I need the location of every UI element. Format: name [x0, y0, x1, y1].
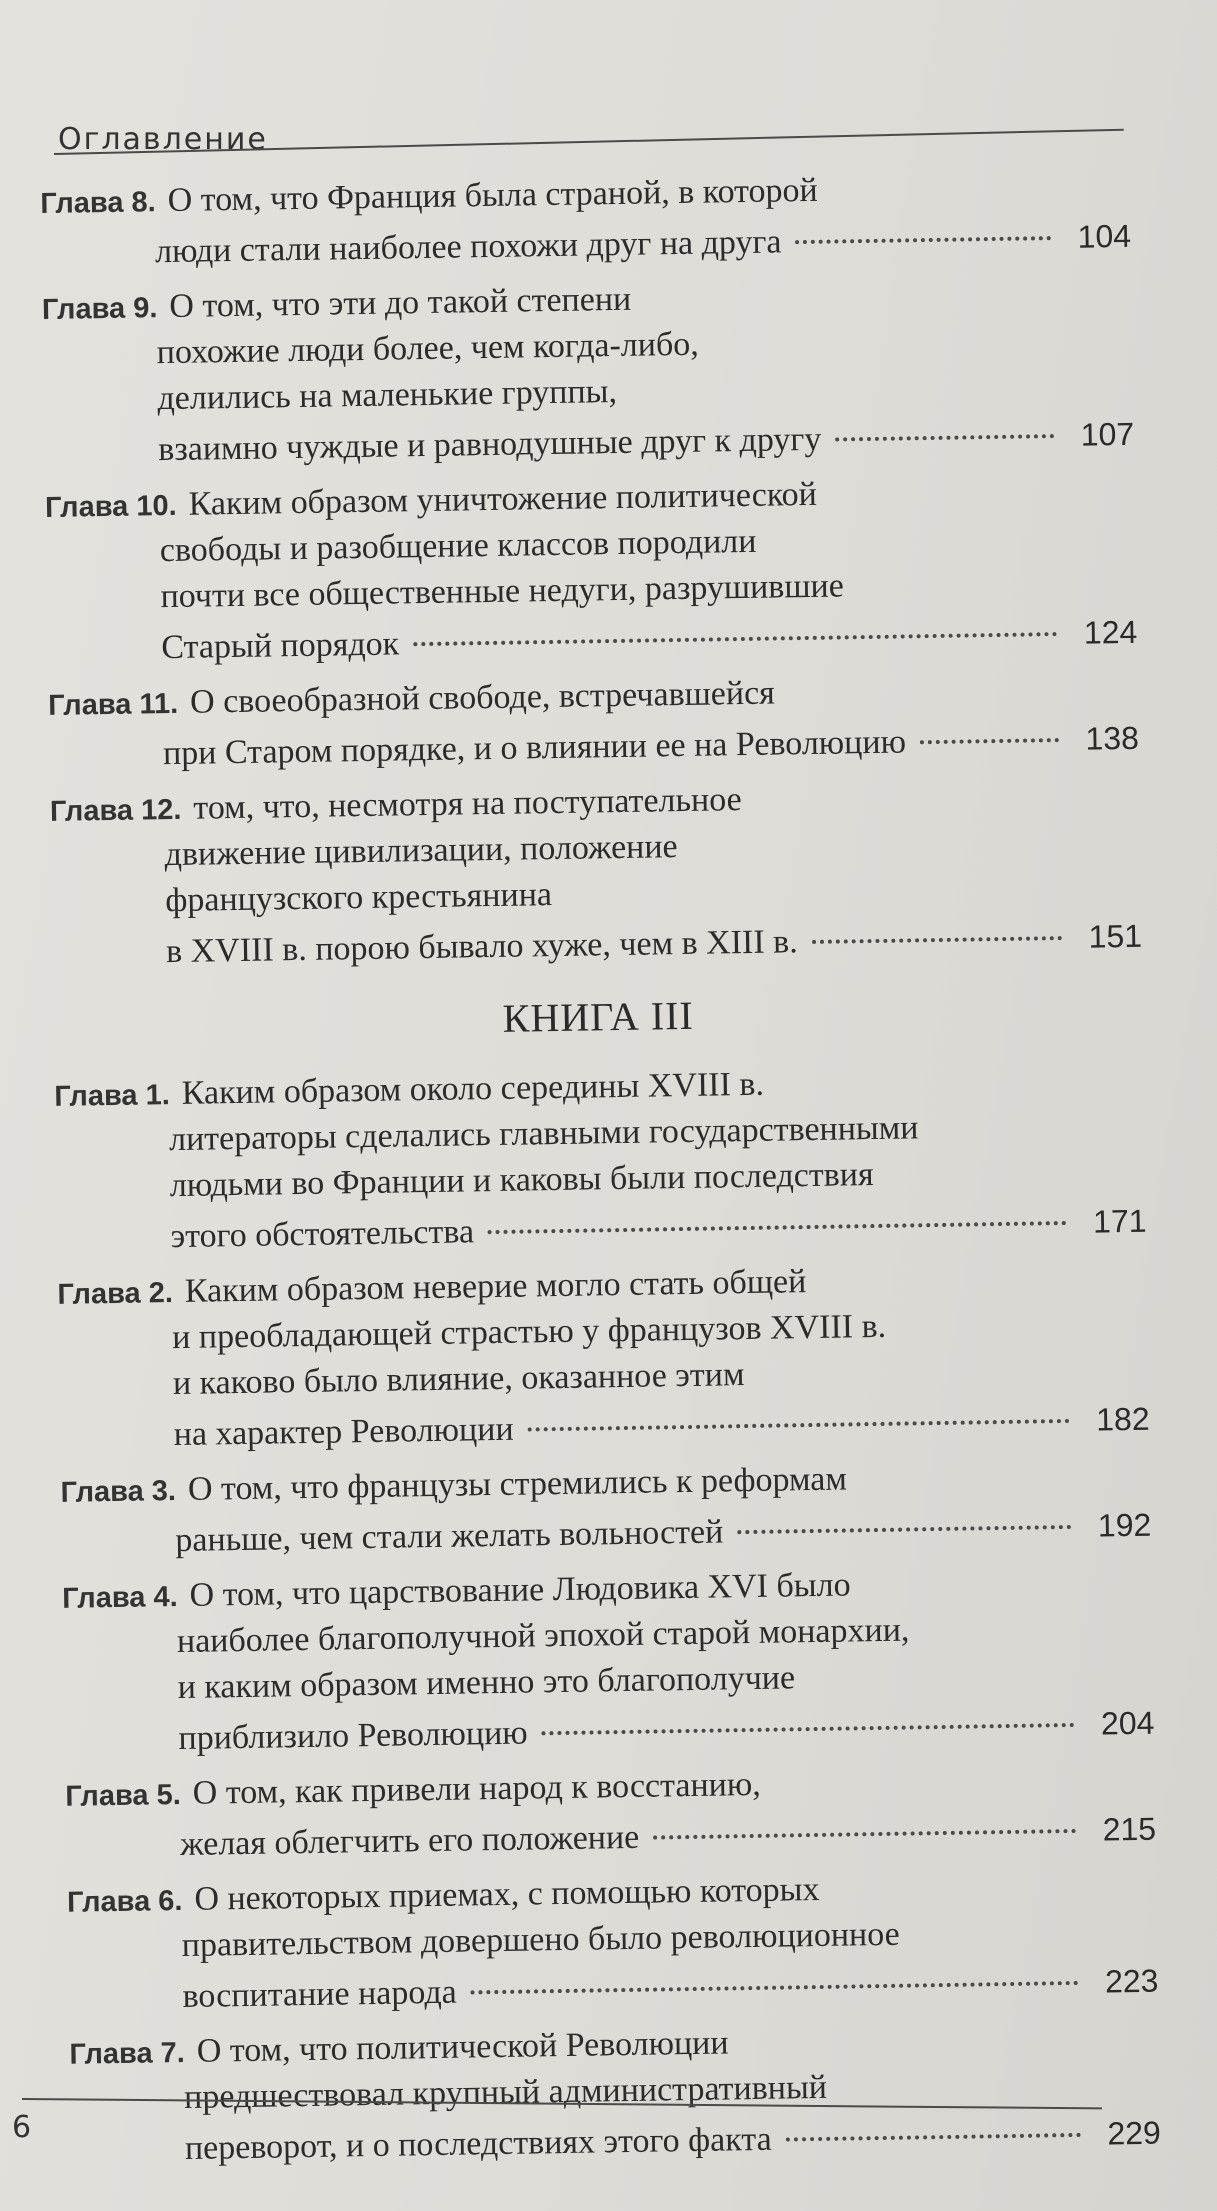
running-head: Оглавление — [58, 122, 268, 157]
toc-entry — [65, 1756, 1156, 1865]
chapter-page-number: 229 — [1107, 2114, 1162, 2152]
chapter-title-text: литераторы сделались главными государственными — [168, 1109, 919, 1159]
chapter-title-text: переворот, и о последствиях этого факта — [184, 2120, 772, 2167]
chapter-page-number: 204 — [1100, 1704, 1155, 1742]
chapter-label: Глава 9. — [41, 292, 158, 326]
chapter-title-text: Старый порядок — [161, 625, 400, 667]
toc-entry — [48, 665, 1139, 774]
chapter-title-text: предшествовал крупный административный — [183, 2068, 828, 2116]
toc-entry — [40, 163, 1131, 272]
toc-entry — [45, 467, 1138, 668]
table-of-contents — [40, 163, 1161, 2183]
chapter-title-text: делились на маленькие группы, — [157, 372, 618, 418]
chapter-page-number: 151 — [1088, 917, 1143, 955]
chapter-label: Глава 4. — [62, 1581, 178, 1615]
dot-leader — [527, 1385, 1070, 1432]
toc-entry — [42, 269, 1135, 470]
chapter-title-text: О некоторых приемах, с помощью которых — [194, 1870, 820, 1918]
chapter-label: Глава 12. — [49, 793, 182, 828]
dot-leader — [653, 1795, 1076, 1840]
chapter-page-number: 171 — [1092, 1202, 1147, 1240]
chapter-title-text: О том, что эти до такой степени — [169, 280, 632, 325]
chapter-title-text: взаимно чуждые и равнодушные друг к другу — [157, 420, 822, 469]
chapter-label: Глава 8. — [40, 186, 156, 220]
chapter-page-number: 192 — [1097, 1506, 1152, 1544]
toc-entry — [67, 1862, 1159, 2017]
chapter-label: Глава 2. — [57, 1277, 174, 1311]
dot-leader — [835, 400, 1054, 441]
dot-leader — [919, 704, 1059, 744]
chapter-title-text: почти все общественные недуги, разрушившие — [160, 567, 845, 616]
chapter-title-text: люди стали наиболее похожи друг на друга — [154, 223, 782, 271]
toc-entry — [50, 771, 1143, 972]
toc-group-book-3 — [54, 1056, 1161, 2169]
toc-entry — [57, 1254, 1150, 1455]
chapter-label: Глава 6. — [66, 1884, 183, 1919]
chapter-title-text: при Старом порядке, и о влиянии ее на Революцию — [162, 723, 907, 773]
chapter-title-text: О том, что царствование Людовика XVI было — [189, 1566, 851, 1614]
dot-leader — [795, 202, 1051, 244]
chapter-label: Глава 3. — [60, 1475, 177, 1509]
chapter-title-text: и преобладающей страстью у французов XVIII в. — [171, 1307, 887, 1357]
chapter-title-text: и каким образом именно это благополучие — [177, 1659, 796, 1707]
chapter-title-text: О том, что политической Революции — [196, 2024, 729, 2070]
chapter-title-text: на характер Революции — [173, 1410, 514, 1454]
toc-entry — [54, 1056, 1147, 1257]
toc-entry — [60, 1452, 1151, 1561]
chapter-title-text: людьми во Франции и каковы были последствия — [169, 1156, 874, 1205]
chapter-label: Глава 7. — [69, 2036, 186, 2071]
chapter-page-number: 138 — [1085, 719, 1140, 757]
chapter-page-number: 215 — [1102, 1810, 1157, 1848]
chapter-page-number: 182 — [1095, 1400, 1150, 1438]
chapter-title-text: похожие люди более, чем когда-либо, — [156, 325, 699, 372]
chapter-title-text: правительством довершено было революционное — [181, 1915, 900, 1964]
chapter-title-text: французского крестьянина — [165, 876, 553, 920]
chapter-title-text: в XVIII в. порою бывало хуже, чем в XIII в. — [165, 923, 798, 971]
chapter-label: Глава 1. — [54, 1079, 171, 1113]
page-number-folio: 6 — [12, 2110, 32, 2145]
chapter-title-text: Каким образом уничтожение политической — [188, 475, 818, 523]
chapter-title-text: Каким образом около середины XVIII в. — [181, 1065, 765, 1112]
toc-entry — [69, 2014, 1161, 2169]
chapter-page-number: 107 — [1080, 415, 1135, 453]
chapter-page-number: 104 — [1077, 217, 1132, 255]
chapter-title-text: свободы и разобщение классов породили — [159, 522, 757, 570]
chapter-label: Глава 5. — [65, 1778, 182, 1813]
chapter-title-text: О том, что французы стремились к реформам — [187, 1460, 848, 1508]
toc-entry — [62, 1558, 1155, 1759]
chapter-title-text: О том, как привели народ к восстанию, — [192, 1765, 762, 1812]
toc-group-book-2 — [40, 163, 1142, 972]
chapter-title-text: этого обстоятельства — [170, 1213, 475, 1256]
chapter-title-text: Каким образом неверие могло стать общей — [184, 1263, 807, 1310]
chapter-title-text: наиболее благополучной эпохой старой монархии, — [176, 1611, 910, 1661]
chapter-title-text: движение цивилизации, положение — [164, 828, 678, 874]
chapter-title-text: раньше, чем стали желать вольностей — [175, 1513, 724, 1560]
chapter-title-text: желая облегчить его положение — [179, 1818, 640, 1864]
chapter-title-text: О том, что Франция была страной, в которой — [167, 171, 819, 219]
book-heading: КНИГА III — [502, 992, 695, 1041]
chapter-label: Глава 11. — [48, 687, 179, 722]
chapter-page-number: 124 — [1083, 613, 1138, 651]
dot-leader — [487, 1187, 1066, 1234]
dot-leader — [811, 902, 1062, 944]
dot-leader — [737, 1491, 1072, 1534]
chapter-title-text: приблизило Революцию — [178, 1714, 528, 1758]
dot-leader — [470, 1947, 1078, 1995]
dot-leader — [541, 1689, 1074, 1735]
chapter-title-text: О своеобразной свободе, встречавшейся — [189, 674, 776, 721]
chapter-page-number: 223 — [1104, 1962, 1159, 2000]
chapter-title-text: воспитание народа — [182, 1973, 458, 2015]
chapter-title-text: и каково было влияние, оказанное этим — [172, 1356, 745, 1403]
chapter-title-text: том, что, несмотря на поступательное — [193, 781, 742, 827]
chapter-label: Глава 10. — [44, 489, 177, 524]
